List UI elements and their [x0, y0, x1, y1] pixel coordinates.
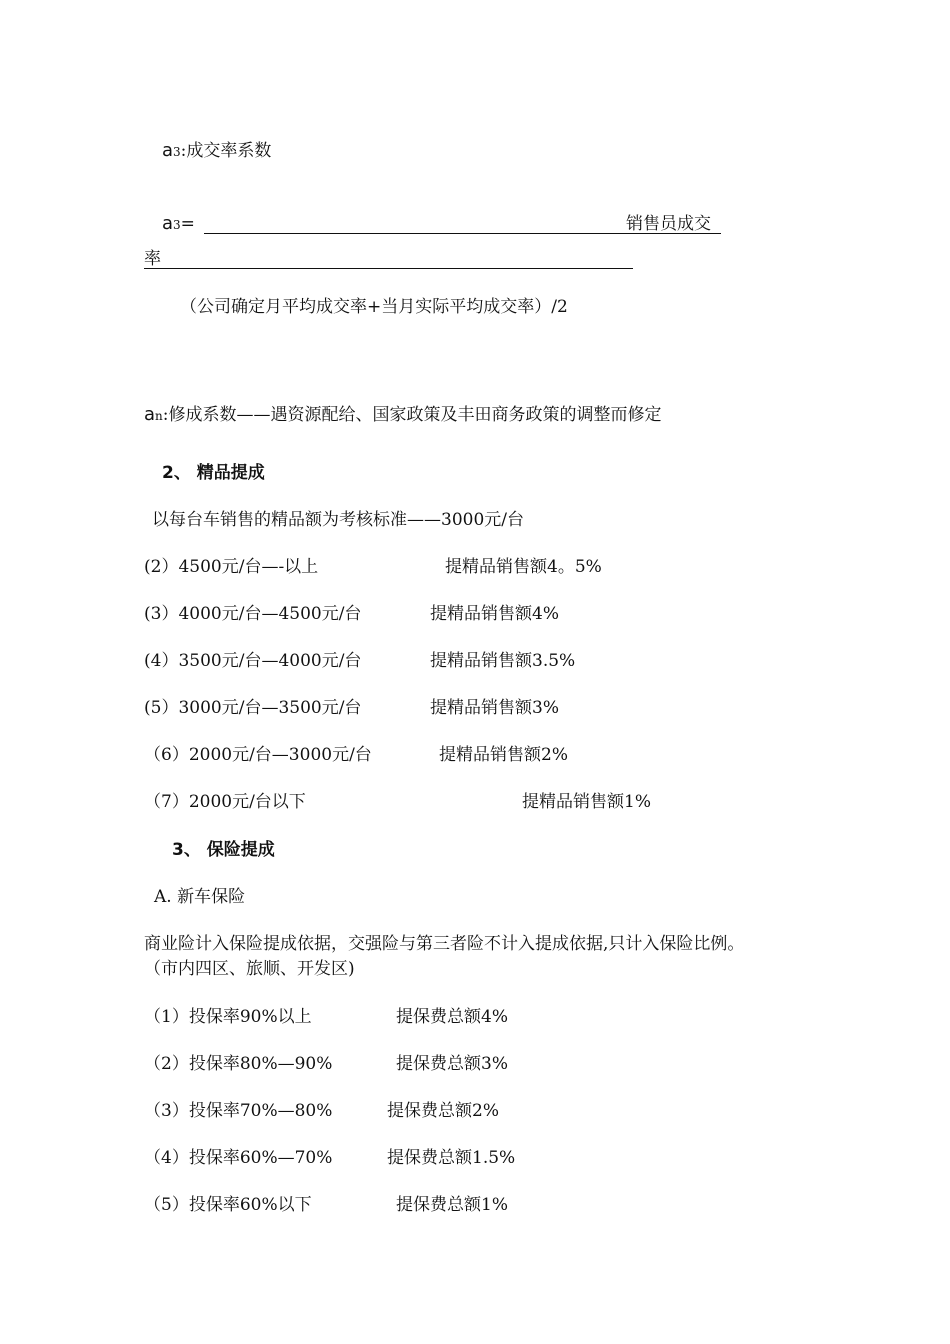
jingpin-row-rate: 提精品销售额3.5% [430, 651, 576, 671]
insurance-row-range: （3）投保率70%—80% [144, 1101, 333, 1121]
insurance-row-range: （2）投保率80%—90% [144, 1054, 333, 1074]
jingpin-row-rate: 提精品销售额3% [430, 698, 559, 718]
new-car-insurance-label: A. 新车保险 [154, 887, 246, 907]
insurance-note-line2: （市内四区、旅顺、开发区) [144, 959, 355, 979]
formula-denominator: （公司确定月平均成交率+当月实际平均成交率）/2 [180, 297, 568, 317]
jingpin-row-range: (2）4500元/台—-以上 [144, 557, 319, 577]
formula-numerator: 销售员成交 [626, 214, 711, 234]
jingpin-row-range: (3）4000元/台—4500元/台 [144, 604, 362, 624]
jingpin-row-rate: 提精品销售额2% [439, 745, 568, 765]
insurance-row-rate: 提保费总额1.5% [387, 1148, 516, 1168]
a3-formula-equals: = [180, 214, 195, 234]
an-definition [144, 404, 662, 427]
insurance-row-range: （1）投保率90%以上 [144, 1007, 312, 1027]
formula-numerator-continued: 率 [144, 249, 161, 269]
section2-standard: 以每台车销售的精品额为考核标准——3000元/台 [152, 510, 524, 530]
insurance-note-line1: 商业险计入保险提成依据，交强险与第三者险不计入提成依据,只计入保险比例。 [144, 934, 745, 954]
jingpin-row-rate: 提精品销售额4% [430, 604, 559, 624]
a3-subscript: 3 [173, 145, 181, 159]
insurance-row-range: （4）投保率60%—70% [144, 1148, 333, 1168]
section3-heading: 3、 保险提成 [172, 840, 275, 860]
jingpin-row-range: (4）3500元/台—4000元/台 [144, 651, 362, 671]
a3-definition [162, 140, 271, 163]
insurance-row-rate: 提保费总额3% [396, 1054, 508, 1074]
formula-underline-2 [144, 268, 633, 269]
jingpin-row-rate: 提精品销售额1% [522, 792, 651, 812]
a3-formula-symbol: a [162, 213, 174, 234]
jingpin-row-range: （6）2000元/台—3000元/台 [144, 745, 372, 765]
insurance-row-rate: 提保费总额4% [396, 1007, 508, 1027]
an-subscript: n [155, 409, 163, 423]
section2-heading: 2、 精品提成 [162, 463, 265, 483]
a3-symbol: a [162, 140, 174, 161]
a3-definition-text: :成交率系数 [180, 141, 272, 161]
a3-formula-subscript: 3 [173, 218, 181, 232]
jingpin-row-rate: 提精品销售额4。5% [445, 557, 602, 577]
insurance-row-rate: 提保费总额2% [387, 1101, 499, 1121]
a3-formula-lhs [162, 213, 195, 236]
insurance-row-range: （5）投保率60%以下 [144, 1195, 312, 1215]
an-definition-text: :修成系数——遇资源配给、国家政策及丰田商务政策的调整而修定 [162, 405, 662, 425]
jingpin-row-range: （7）2000元/台以下 [144, 792, 306, 812]
an-symbol: a [144, 404, 156, 425]
insurance-row-rate: 提保费总额1% [396, 1195, 508, 1215]
jingpin-row-range: (5）3000元/台—3500元/台 [144, 698, 362, 718]
